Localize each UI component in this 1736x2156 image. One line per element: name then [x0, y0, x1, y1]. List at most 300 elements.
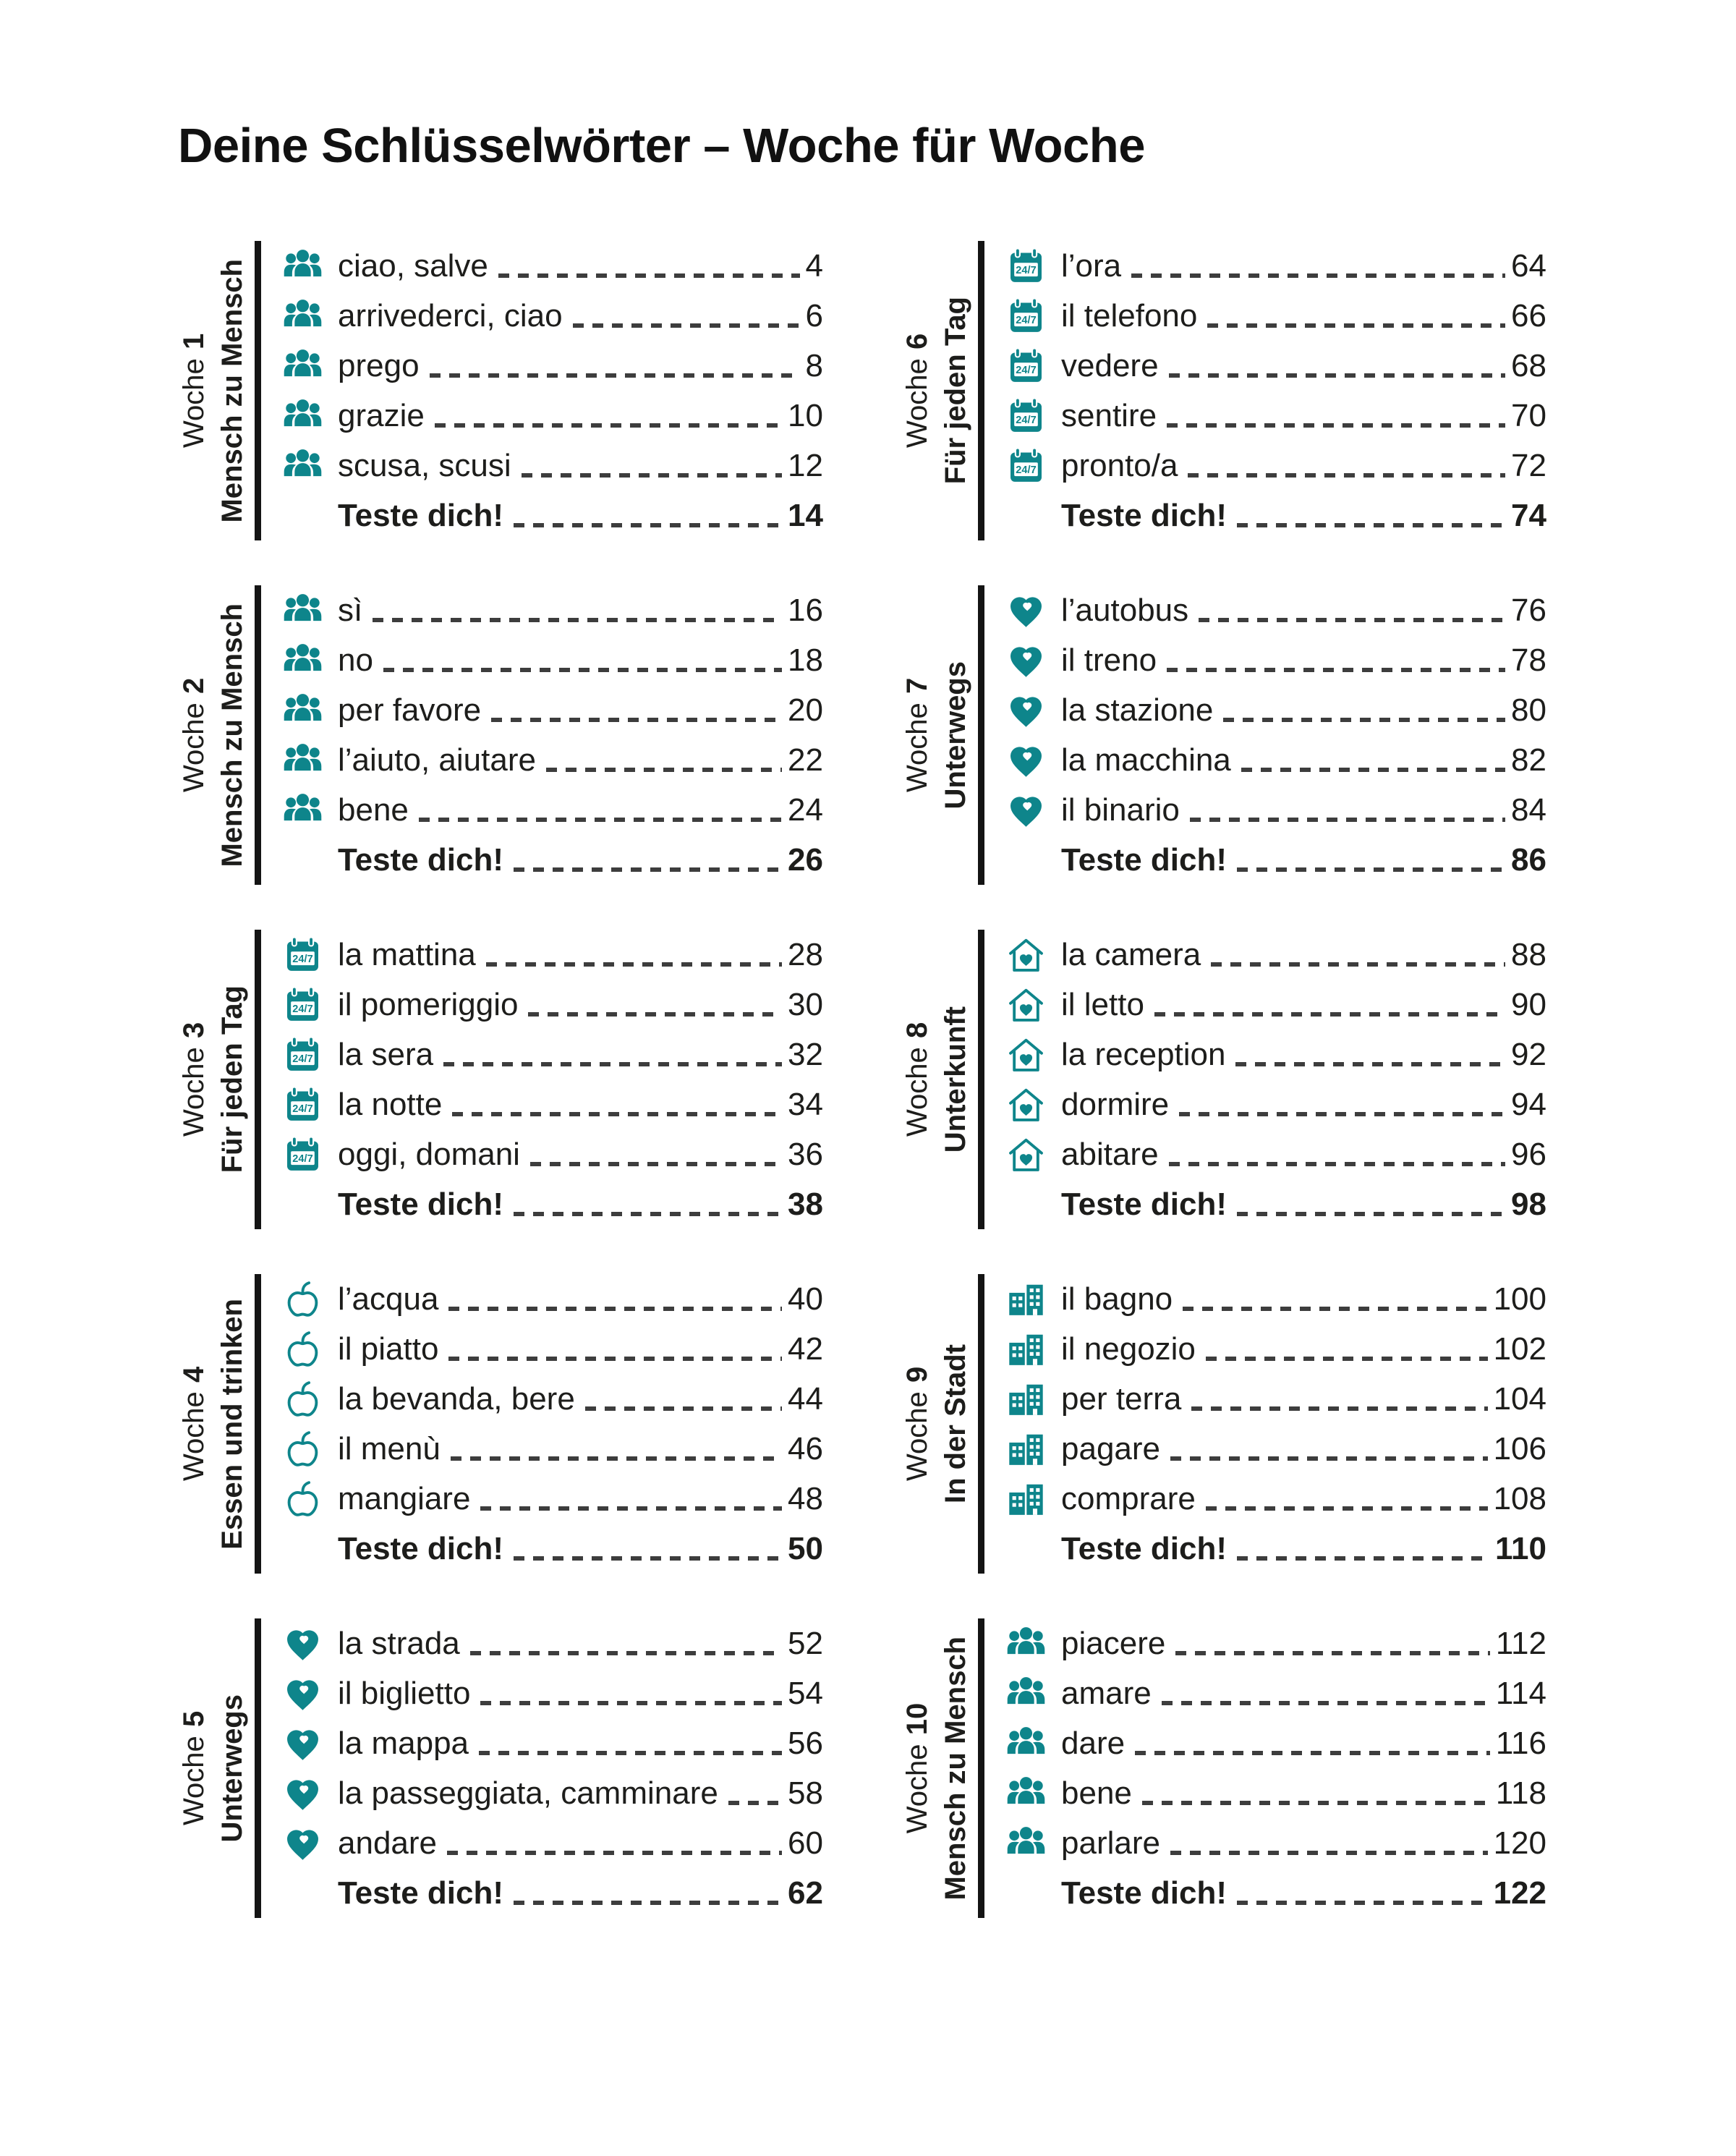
- page-number: 56: [788, 1725, 823, 1761]
- page-number: 102: [1493, 1330, 1546, 1367]
- page-number: 34: [788, 1086, 823, 1122]
- toc-section: [901, 241, 1546, 540]
- page-number: 30: [788, 986, 823, 1022]
- section-labels: [178, 1274, 255, 1574]
- test-yourself-label: Teste dich!: [1061, 1875, 1227, 1911]
- page-number: 48: [788, 1480, 823, 1516]
- heart-pin-icon: [1006, 590, 1046, 630]
- category-label: In der Stadt: [940, 1344, 972, 1504]
- toc-entry-row: [1006, 391, 1546, 441]
- entry-word: l’aiuto, aiutare: [338, 742, 536, 778]
- entry-word: scusa, scusi: [338, 447, 511, 483]
- page-number: 52: [788, 1625, 823, 1661]
- leader-dots: [451, 1456, 782, 1461]
- toc-entry-row: [283, 685, 823, 735]
- entry-word: il bagno: [1061, 1281, 1173, 1317]
- svg-text:24/7: 24/7: [1016, 464, 1037, 476]
- week-word-label: Woche: [178, 1047, 210, 1137]
- toc-entry-row: [283, 980, 823, 1030]
- svg-text:24/7: 24/7: [1016, 314, 1037, 326]
- leader-dots: [1179, 1112, 1505, 1116]
- calendar-247-icon: [283, 1085, 323, 1124]
- toc-section: [901, 1274, 1546, 1574]
- page-number: 120: [1493, 1825, 1546, 1861]
- page-number: 96: [1511, 1136, 1546, 1172]
- toc-entry-row: [1006, 635, 1546, 685]
- toc-entry-row: [283, 1718, 823, 1768]
- page-number: 26: [788, 841, 823, 878]
- people-group-icon: [283, 296, 323, 336]
- toc-section: [901, 585, 1546, 885]
- toc-section: [178, 930, 823, 1229]
- week-word-label: Woche: [178, 1736, 210, 1826]
- leader-dots: [1169, 1162, 1506, 1166]
- leader-dots: [1170, 1851, 1488, 1855]
- toc-entry-row: [283, 930, 823, 980]
- entry-list: [283, 1274, 823, 1574]
- leader-dots: [573, 323, 800, 328]
- toc-entry-row: [1006, 1424, 1546, 1474]
- week-word-label: Woche: [901, 1047, 934, 1137]
- entry-word: no: [338, 642, 373, 678]
- page-number: 98: [1511, 1186, 1546, 1222]
- entry-word: il pomeriggio: [338, 986, 519, 1022]
- people-group-icon: [283, 790, 323, 830]
- week-word-label: Woche: [901, 703, 934, 793]
- toc-entry-row: [1006, 930, 1546, 980]
- heart-pin-icon: [1006, 690, 1046, 730]
- leader-dots: [1237, 1556, 1489, 1561]
- page-number: 38: [788, 1186, 823, 1222]
- heart-pin-icon: [1006, 640, 1046, 680]
- calendar-247-icon: [283, 935, 323, 975]
- page-number: 12: [788, 447, 823, 483]
- leader-dots: [1207, 323, 1505, 328]
- test-yourself-row: [283, 1524, 823, 1574]
- toc-entry-row: [1006, 1768, 1546, 1818]
- apple-icon: [283, 1379, 323, 1419]
- entry-word: bene: [1061, 1775, 1132, 1811]
- entry-word: il piatto: [338, 1330, 439, 1367]
- leader-dots: [443, 1062, 782, 1066]
- toc-entry-row: [1006, 291, 1546, 341]
- calendar-247-icon: [1006, 246, 1046, 286]
- week-number-label: 8: [901, 1022, 934, 1039]
- page-number: 72: [1511, 447, 1546, 483]
- svg-text:24/7: 24/7: [292, 1153, 313, 1165]
- people-group-icon: [283, 246, 323, 286]
- page-number: 70: [1511, 397, 1546, 433]
- entry-word: il binario: [1061, 791, 1180, 828]
- leader-dots: [480, 1506, 782, 1511]
- entry-word: la camera: [1061, 936, 1201, 972]
- leader-dots: [1206, 1357, 1488, 1361]
- page-number: 50: [788, 1530, 823, 1566]
- week-number-label: 6: [901, 333, 934, 350]
- toc-entry-row: [283, 585, 823, 635]
- section-rule: [255, 585, 261, 885]
- entry-word: per favore: [338, 692, 482, 728]
- entry-word: ciao, salve: [338, 247, 488, 284]
- entry-list: [283, 585, 823, 885]
- page-number: 6: [805, 297, 823, 334]
- test-yourself-label: Teste dich!: [1061, 841, 1227, 878]
- heart-pin-icon: [283, 1624, 323, 1663]
- page-number: 40: [788, 1281, 823, 1317]
- week-number-label: 5: [178, 1710, 210, 1728]
- toc-entry-row: [283, 1474, 823, 1524]
- entry-word: il treno: [1061, 642, 1157, 678]
- leader-dots: [498, 273, 800, 278]
- toc-entry-row: [1006, 1129, 1546, 1179]
- entry-word: il biglietto: [338, 1675, 471, 1711]
- leader-dots: [1154, 1012, 1505, 1017]
- entry-word: piacere: [1061, 1625, 1166, 1661]
- apple-icon: [283, 1479, 323, 1519]
- page-number: 86: [1511, 841, 1546, 878]
- page-number: 88: [1511, 936, 1546, 972]
- category-label: Mensch zu Mensch: [216, 603, 249, 867]
- toc-entry-row: [1006, 441, 1546, 491]
- toc-entry-row: [1006, 1079, 1546, 1129]
- toc-entry-row: [1006, 1718, 1546, 1768]
- leader-dots: [447, 1851, 782, 1855]
- entry-word: l’ora: [1061, 247, 1122, 284]
- page-number: 104: [1493, 1380, 1546, 1417]
- section-rule: [978, 1274, 984, 1574]
- page-number: 60: [788, 1825, 823, 1861]
- toc-entry-row: [283, 635, 823, 685]
- page-number: 22: [788, 742, 823, 778]
- people-group-icon: [1006, 1823, 1046, 1863]
- entry-word: andare: [338, 1825, 438, 1861]
- svg-text:24/7: 24/7: [1016, 364, 1037, 376]
- toc-entry-row: [1006, 341, 1546, 391]
- toc-entry-row: [283, 1668, 823, 1718]
- leader-dots: [514, 1212, 782, 1216]
- page-number: 80: [1511, 692, 1546, 728]
- leader-dots: [480, 1701, 782, 1705]
- toc-entry-row: [1006, 1818, 1546, 1868]
- entry-word: mangiare: [338, 1480, 471, 1516]
- leader-dots: [1206, 1506, 1488, 1511]
- leader-dots: [470, 1651, 782, 1655]
- leader-dots: [448, 1307, 782, 1311]
- entry-word: amare: [1061, 1675, 1152, 1711]
- test-yourself-row: [283, 491, 823, 540]
- apple-icon: [283, 1429, 323, 1469]
- entry-word: la passeggiata, camminare: [338, 1775, 718, 1811]
- entry-word: la reception: [1061, 1036, 1226, 1072]
- page-number: 44: [788, 1380, 823, 1417]
- page-number: 14: [788, 497, 823, 533]
- week-label: [901, 1703, 934, 1833]
- section-rule: [255, 1274, 261, 1574]
- page-number: 66: [1511, 297, 1546, 334]
- section-labels: [901, 1274, 978, 1574]
- toc-entry-row: [283, 1818, 823, 1868]
- entry-word: l’acqua: [338, 1281, 439, 1317]
- leader-dots: [585, 1406, 782, 1411]
- leader-dots: [1235, 1062, 1505, 1066]
- page-number: 82: [1511, 742, 1546, 778]
- category-label: Für jeden Tag: [216, 985, 249, 1174]
- entry-list: [1006, 1274, 1546, 1574]
- section-labels: [901, 241, 978, 540]
- toc-section: [178, 585, 823, 885]
- page-number: 58: [788, 1775, 823, 1811]
- week-word-label: Woche: [178, 358, 210, 449]
- entry-word: bene: [338, 791, 409, 828]
- heart-pin-icon: [283, 1673, 323, 1713]
- page-number: 112: [1495, 1625, 1546, 1661]
- leader-dots: [1241, 768, 1505, 772]
- people-group-icon: [283, 590, 323, 630]
- week-word-label: Woche: [901, 358, 934, 449]
- week-number-label: 10: [901, 1702, 934, 1736]
- people-group-icon: [283, 690, 323, 730]
- test-yourself-label: Teste dich!: [1061, 1530, 1227, 1566]
- toc-entry-row: [283, 441, 823, 491]
- leader-dots: [486, 962, 782, 967]
- test-yourself-row: [1006, 1868, 1546, 1918]
- toc-entry-row: [283, 1030, 823, 1079]
- leader-dots: [452, 1112, 782, 1116]
- heart-pin-icon: [1006, 740, 1046, 780]
- week-label: [901, 334, 934, 448]
- leader-dots: [479, 1751, 782, 1755]
- section-labels: [901, 1618, 978, 1918]
- category-label: Mensch zu Mensch: [940, 1636, 972, 1901]
- entry-list: [1006, 930, 1546, 1229]
- week-word-label: Woche: [901, 1744, 934, 1834]
- people-group-icon: [283, 396, 323, 436]
- week-word-label: Woche: [178, 1391, 210, 1482]
- leader-dots: [514, 523, 782, 527]
- apple-icon: [283, 1329, 323, 1369]
- toc-entry-row: [1006, 1030, 1546, 1079]
- page-number: 8: [805, 347, 823, 383]
- page-number: 108: [1493, 1480, 1546, 1516]
- toc-section: [178, 1274, 823, 1574]
- toc-entry-row: [1006, 1324, 1546, 1374]
- category-label: Für jeden Tag: [940, 297, 972, 485]
- entry-list: [1006, 585, 1546, 885]
- leader-dots: [1175, 1651, 1490, 1655]
- page-number: 18: [788, 642, 823, 678]
- category-label: Unterwegs: [940, 661, 972, 810]
- week-label: [178, 1022, 210, 1137]
- week-label: [901, 1367, 934, 1481]
- entry-word: la stazione: [1061, 692, 1214, 728]
- entry-word: pronto/a: [1061, 447, 1178, 483]
- category-label: Essen und trinken: [216, 1298, 249, 1550]
- page-number: 4: [805, 247, 823, 284]
- section-labels: [178, 1618, 255, 1918]
- people-group-icon: [1006, 1673, 1046, 1713]
- page-number: 20: [788, 692, 823, 728]
- leader-dots: [383, 668, 782, 672]
- section-rule: [255, 930, 261, 1229]
- leader-dots: [1183, 1307, 1487, 1311]
- leader-dots: [430, 373, 800, 378]
- toc-entry-row: [1006, 1668, 1546, 1718]
- page-number: 92: [1511, 1036, 1546, 1072]
- leader-dots: [1162, 1701, 1490, 1705]
- entry-word: dare: [1061, 1725, 1126, 1761]
- entry-word: pagare: [1061, 1430, 1161, 1467]
- house-heart-icon: [1006, 1085, 1046, 1124]
- page-number: 42: [788, 1330, 823, 1367]
- leader-dots: [1135, 1751, 1490, 1755]
- city-buildings-icon: [1006, 1429, 1046, 1469]
- page-number: 76: [1511, 592, 1546, 628]
- toc-entry-row: [283, 391, 823, 441]
- leader-dots: [1167, 423, 1505, 428]
- toc-column: [901, 241, 1546, 1918]
- test-yourself-label: Teste dich!: [338, 497, 504, 533]
- leader-dots: [1169, 373, 1506, 378]
- leader-dots: [448, 1357, 782, 1361]
- test-yourself-row: [1006, 1179, 1546, 1229]
- page-number: 46: [788, 1430, 823, 1467]
- toc-section: [901, 930, 1546, 1229]
- leader-dots: [1190, 818, 1505, 822]
- test-yourself-label: Teste dich!: [338, 1186, 504, 1222]
- toc-section: [901, 1618, 1546, 1918]
- toc-entry-row: [283, 291, 823, 341]
- toc-entry-row: [283, 241, 823, 291]
- leader-dots: [1191, 1406, 1487, 1411]
- leader-dots: [1237, 523, 1505, 527]
- toc-entry-row: [283, 1374, 823, 1424]
- calendar-247-icon: [1006, 296, 1046, 336]
- section-labels: [901, 585, 978, 885]
- toc-columns: [178, 241, 1546, 1918]
- apple-icon: [283, 1279, 323, 1319]
- calendar-247-icon: [283, 1134, 323, 1174]
- page-number: 114: [1495, 1675, 1546, 1711]
- heart-pin-icon: [283, 1723, 323, 1763]
- leader-dots: [1237, 1901, 1488, 1905]
- leader-dots: [1211, 962, 1505, 967]
- leader-dots: [1131, 273, 1505, 278]
- page-number: 84: [1511, 791, 1546, 828]
- toc-entry-row: [283, 1274, 823, 1324]
- page-number: 122: [1493, 1875, 1546, 1911]
- city-buildings-icon: [1006, 1329, 1046, 1369]
- section-rule: [978, 930, 984, 1229]
- leader-dots: [522, 473, 782, 478]
- house-heart-icon: [1006, 985, 1046, 1024]
- week-word-label: Woche: [901, 1391, 934, 1482]
- toc-entry-row: [1006, 685, 1546, 735]
- toc-entry-row: [1006, 735, 1546, 785]
- test-yourself-label: Teste dich!: [338, 1875, 504, 1911]
- section-labels: [901, 930, 978, 1229]
- entry-list: [1006, 241, 1546, 540]
- week-number-label: 9: [901, 1366, 934, 1383]
- entry-word: prego: [338, 347, 420, 383]
- entry-word: abitare: [1061, 1136, 1159, 1172]
- page-number: 24: [788, 791, 823, 828]
- section-labels: [178, 930, 255, 1229]
- week-label: [178, 1711, 210, 1825]
- test-yourself-row: [1006, 1524, 1546, 1574]
- page-number: 10: [788, 397, 823, 433]
- toc-entry-row: [283, 1618, 823, 1668]
- page-number: 100: [1493, 1281, 1546, 1317]
- page-number: 16: [788, 592, 823, 628]
- category-label: Unterwegs: [216, 1694, 249, 1843]
- svg-text:24/7: 24/7: [1016, 414, 1037, 426]
- leader-dots: [546, 768, 782, 772]
- leader-dots: [1170, 1456, 1488, 1461]
- entry-word: la bevanda, bere: [338, 1380, 575, 1417]
- calendar-247-icon: [1006, 346, 1046, 386]
- people-group-icon: [283, 446, 323, 485]
- section-rule: [255, 1618, 261, 1918]
- house-heart-icon: [1006, 1035, 1046, 1074]
- toc-entry-row: [283, 1129, 823, 1179]
- people-group-icon: [283, 346, 323, 386]
- entry-word: dormire: [1061, 1086, 1170, 1122]
- entry-word: la macchina: [1061, 742, 1231, 778]
- entry-list: [283, 241, 823, 540]
- test-yourself-row: [1006, 835, 1546, 885]
- entry-word: il menù: [338, 1430, 441, 1467]
- leader-dots: [1237, 867, 1505, 872]
- entry-word: sì: [338, 592, 363, 628]
- leader-dots: [1199, 618, 1505, 622]
- entry-word: oggi, domani: [338, 1136, 520, 1172]
- toc-entry-row: [1006, 1374, 1546, 1424]
- page-number: 116: [1495, 1725, 1546, 1761]
- toc-entry-row: [283, 1079, 823, 1129]
- entry-word: sentire: [1061, 397, 1157, 433]
- week-label: [178, 334, 210, 448]
- page-number: 94: [1511, 1086, 1546, 1122]
- leader-dots: [435, 423, 782, 428]
- toc-entry-row: [283, 1324, 823, 1374]
- svg-text:24/7: 24/7: [292, 953, 313, 965]
- leader-dots: [1142, 1801, 1490, 1805]
- svg-text:24/7: 24/7: [292, 1003, 313, 1015]
- page-number: 74: [1511, 497, 1546, 533]
- category-label: Mensch zu Mensch: [216, 258, 249, 523]
- entry-word: il letto: [1061, 986, 1144, 1022]
- week-number-label: 4: [178, 1366, 210, 1383]
- svg-text:24/7: 24/7: [1016, 264, 1037, 276]
- leader-dots: [514, 1901, 782, 1905]
- entry-word: parlare: [1061, 1825, 1160, 1861]
- heart-pin-icon: [283, 1773, 323, 1813]
- week-label: [178, 678, 210, 792]
- toc-entry-row: [1006, 785, 1546, 835]
- house-heart-icon: [1006, 935, 1046, 975]
- leader-dots: [514, 1556, 782, 1561]
- entry-word: arrivederci, ciao: [338, 297, 563, 334]
- entry-word: la sera: [338, 1036, 434, 1072]
- entry-word: la notte: [338, 1086, 443, 1122]
- svg-text:24/7: 24/7: [292, 1053, 313, 1065]
- page-number: 118: [1495, 1775, 1546, 1811]
- calendar-247-icon: [283, 1035, 323, 1074]
- toc-entry-row: [1006, 980, 1546, 1030]
- test-yourself-row: [283, 1868, 823, 1918]
- leader-dots: [419, 818, 782, 822]
- house-heart-icon: [1006, 1134, 1046, 1174]
